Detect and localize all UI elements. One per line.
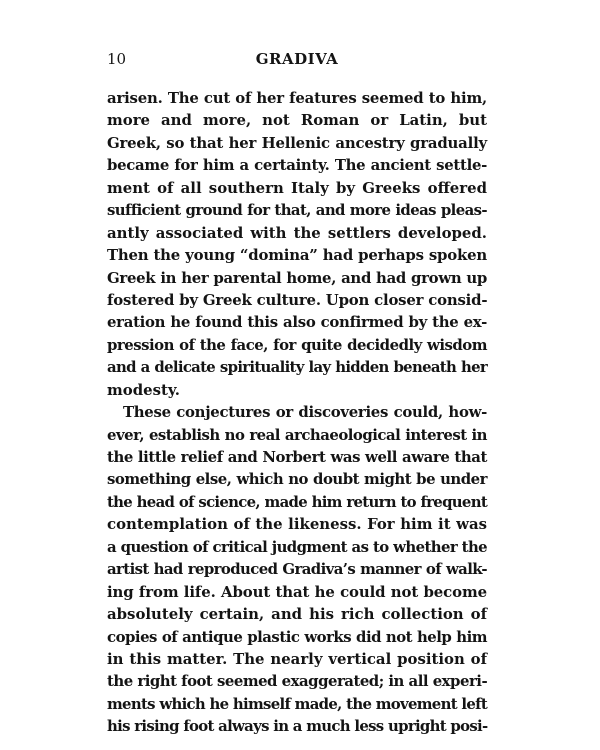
- text-line: contemplation of the likeness. For him it was: [107, 515, 487, 534]
- text-line: pression of the face, for quite decidedly wisdom: [107, 335, 487, 354]
- text-line: artist had reproduced Gradiva’s manner of walk-: [107, 560, 487, 579]
- body-text: [107, 87, 487, 738]
- text-line: sufficient ground for that, and more ideas pleas-: [107, 201, 487, 220]
- text-line: ments which he himself made, the movement left: [107, 694, 487, 713]
- text-line: his rising foot always in a much less upright posi-: [107, 717, 488, 736]
- text-line: copies of antique plastic works did not help him: [107, 627, 487, 646]
- text-line: ing from life. About that he could not become: [107, 582, 487, 601]
- text-line: eration he found this also confirmed by the ex-: [107, 313, 487, 332]
- text-line: Greek, so that her Hellenic ancestry gradually: [107, 133, 487, 152]
- text-line: fostered by Greek culture. Upon closer consid-: [107, 290, 488, 309]
- text-line: Then the young “domina” had perhaps spoken: [107, 246, 487, 265]
- text-line: Greek in her parental home, and had grown up: [107, 268, 487, 287]
- text-line: a question of critical judgment as to whether the: [107, 537, 488, 556]
- text-line: something else, which no doubt might be under: [107, 470, 487, 489]
- text-line: and a delicate spirituality lay hidden beneath her: [107, 358, 487, 377]
- text-line: the head of science, made him return to frequent: [107, 492, 487, 511]
- text-line: more and more, not Roman or Latin, but: [107, 111, 487, 130]
- text-line: modesty.: [107, 380, 180, 399]
- text-line: absolutely certain, and his rich collection of: [107, 605, 487, 624]
- text-line: ever, establish no real archaeological interest in: [107, 425, 487, 444]
- running-title: GRADIVA: [255, 50, 339, 68]
- text-line: in this matter. The nearly vertical position of: [107, 649, 487, 668]
- text-line: the little relief and Norbert was well aware that: [107, 448, 487, 466]
- running-head: [107, 47, 487, 71]
- text-line: These conjectures or discoveries could, how-: [123, 403, 487, 422]
- text-line: ment of all southern Italy by Greeks offered: [107, 178, 487, 197]
- text-line: arisen. The cut of her features seemed to him,: [107, 89, 487, 107]
- text-line: became for him a certainty. The ancient settle-: [107, 156, 487, 175]
- text-line: the right foot seemed exaggerated; in all experi-: [107, 672, 488, 691]
- text-line: antly associated with the settlers developed.: [107, 223, 487, 242]
- page-number: 10: [107, 50, 127, 68]
